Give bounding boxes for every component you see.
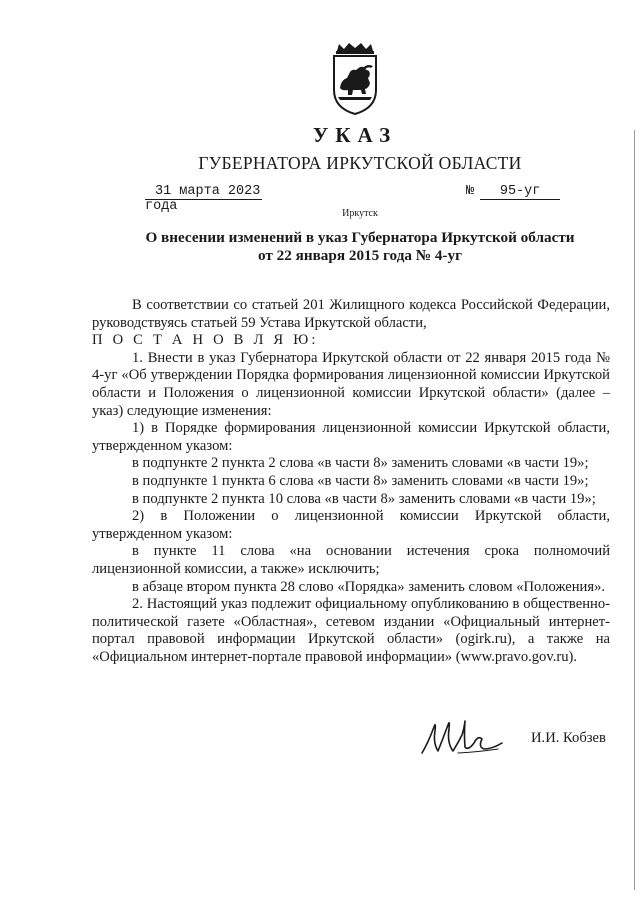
number-label: №	[466, 184, 475, 199]
subject-line-2: от 22 января 2015 года № 4-уг	[258, 246, 462, 264]
paragraph-1-2-b: в абзаце втором пункта 28 слово «Порядка» заменить словом «Положения».	[132, 578, 606, 595]
signature-icon	[418, 713, 512, 757]
document-title: УКАЗ	[312, 123, 398, 147]
decree-number	[466, 184, 576, 200]
signer-name: И.И. Кобзев	[531, 730, 606, 746]
paragraph-1-1-a: в подпункте 2 пункта 2 слова «в части 8» заменить словами «в части 19»;	[132, 455, 589, 472]
paragraph-1-2-a: в пункте 11 слова «на основании истечения срока полномочий лицензионной комиссии, а также» исключить;	[92, 543, 610, 577]
paragraph-1-1-b: в подпункте 1 пункта 6 слова «в части 8» заменить словами «в части 19»;	[132, 472, 589, 489]
paragraph-2: 2. Настоящий указ подлежит официальному опубликованию в общественно-политической газете «Областная», сетевом издании «Официальный интернет-портал правовой информации Иркутской области» (ogirk.ru), а также на «Официальном интернет-портале правовой информации» (www.pravo.gov.ru).	[92, 596, 610, 665]
intro-paragraph: В соответствии со статьей 201 Жилищного кодекса Российской Федерации, руководствуясь статьей 59 Устава Иркутской области,	[92, 297, 610, 331]
decree-word: П О С Т А Н О В Л Я Ю:	[92, 332, 319, 349]
paragraph-1-1: 1) в Порядке формирования лицензионной комиссии Иркутской области, утвержденном указом:	[92, 420, 610, 454]
coat-of-arms-icon	[329, 42, 381, 116]
paragraph-1-1-c: в подпункте 2 пункта 10 слова «в части 8» заменить словами «в части 19»;	[132, 490, 596, 507]
date-suffix: года	[145, 199, 178, 214]
number-value: 95-уг	[480, 184, 560, 200]
date-value: 31 марта 2023	[145, 184, 262, 200]
subject-line-1: О внесении изменений в указ Губернатора Иркутской области	[145, 229, 575, 246]
city-label: Иркутск	[342, 208, 378, 219]
paragraph-1: 1. Внести в указ Губернатора Иркутской области от 22 января 2015 года № 4-уг «Об утверждении Порядка формирования лицензионной комиссии Иркутской области и Положения о лицензионной комиссии Иркутской области» (далее – указ) следующие изменения:	[92, 349, 610, 419]
page-edge-divider	[634, 130, 635, 890]
decree-body	[92, 297, 610, 666]
decree-subject	[100, 229, 620, 264]
paragraph-1-2: 2) в Положении о лицензионной комиссии Иркутской области, утвержденном указом:	[92, 508, 610, 542]
document-issuer: ГУБЕРНАТОРА ИРКУТСКОЙ ОБЛАСТИ	[198, 153, 522, 173]
